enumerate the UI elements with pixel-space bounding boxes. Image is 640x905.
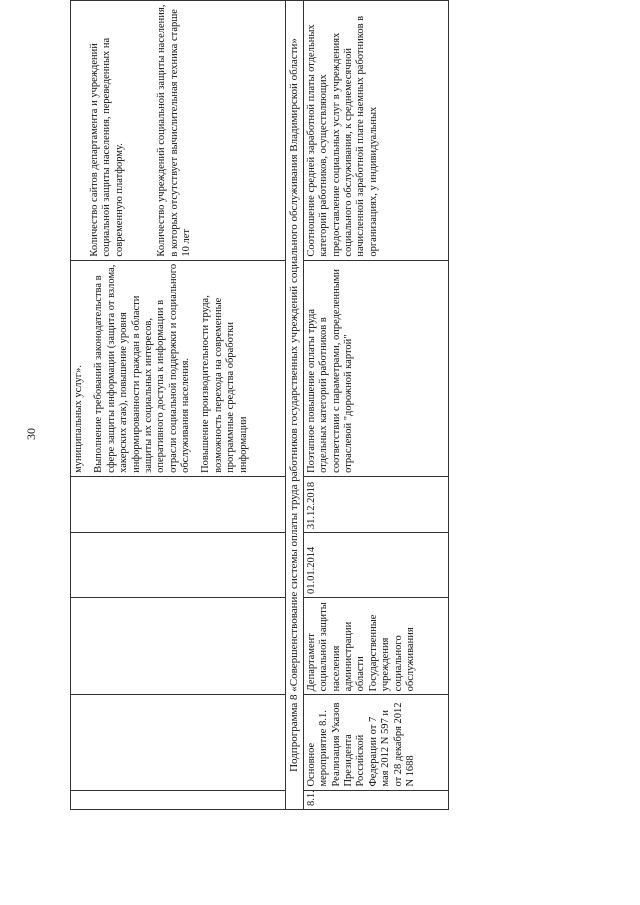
target-indicator: Соотношение средней заработной платы отдельных категорий работников, осуществляющих предоставление социальных услуг в учреждениях социального обслуживания, к среднемесячной начисленной заработной плате наемных работников в организациях, у индивидуальных xyxy=(303,1,448,261)
start-date: 01.01.2014 xyxy=(303,533,448,598)
page-number: 30 xyxy=(24,428,38,440)
responsible-executor: Департамент социальной защиты населения администрации области Государственные учреждения социального обслуживания xyxy=(303,598,448,695)
program-table xyxy=(70,0,449,810)
impl-text-3: Повышение производительности труда, возможность перехода на современные программные средства обработки информации xyxy=(200,295,249,473)
cell-start-empty xyxy=(71,533,286,598)
indicator-text-1: Количество сайтов департамента и учреждений социальной защиты населения, переведенных на современную платформу. xyxy=(89,37,125,257)
cell-name-empty xyxy=(71,695,286,790)
end-date: 31.12.2018 xyxy=(303,476,448,532)
expected-result: Поэтапное повышение оплаты труда отдельных категорий работников в соответствии с параметрами, определенными отраслевой "дорожной картой" xyxy=(303,260,448,476)
indicator-text-2: Количество учреждений социальной защиты населения, в которых отсутствует вычислительная техника старше 10 лет xyxy=(156,4,192,257)
cell-indicators xyxy=(71,1,286,261)
cell-end-empty xyxy=(71,476,286,532)
row-number: 8.1. xyxy=(303,790,448,809)
table-row xyxy=(303,1,448,810)
table-row-continued xyxy=(71,1,286,810)
rotated-table-page xyxy=(70,0,470,810)
impl-text-2: Выполнение требований законодательства в сфере защиты информации (защита от взлома, хакерских атак), повышение уровня информированности граждан в области защиты их социальных интересов, оперативного доступа к информации в отрасли социальной поддержки и социального обслуживания населения. xyxy=(93,263,191,473)
activity-name: Основное мероприятие 8.1. Реализация Указов Президента Российской Федерации от 7 мая 2012 N 597 и от 28 декабря 2012 N 1688 xyxy=(303,695,448,790)
cell-responsible-empty xyxy=(71,598,286,695)
subprogram-title: Подпрограмма 8 «Совершенствование системы оплаты труда работников государственных учреждений социального обслуживания Владимирской области» xyxy=(286,1,304,810)
cell-implementation-results xyxy=(71,260,286,476)
subprogram-header-row xyxy=(286,1,304,810)
cell-num-empty xyxy=(71,790,286,809)
impl-text-1: муниципальных услуг». xyxy=(73,365,84,473)
